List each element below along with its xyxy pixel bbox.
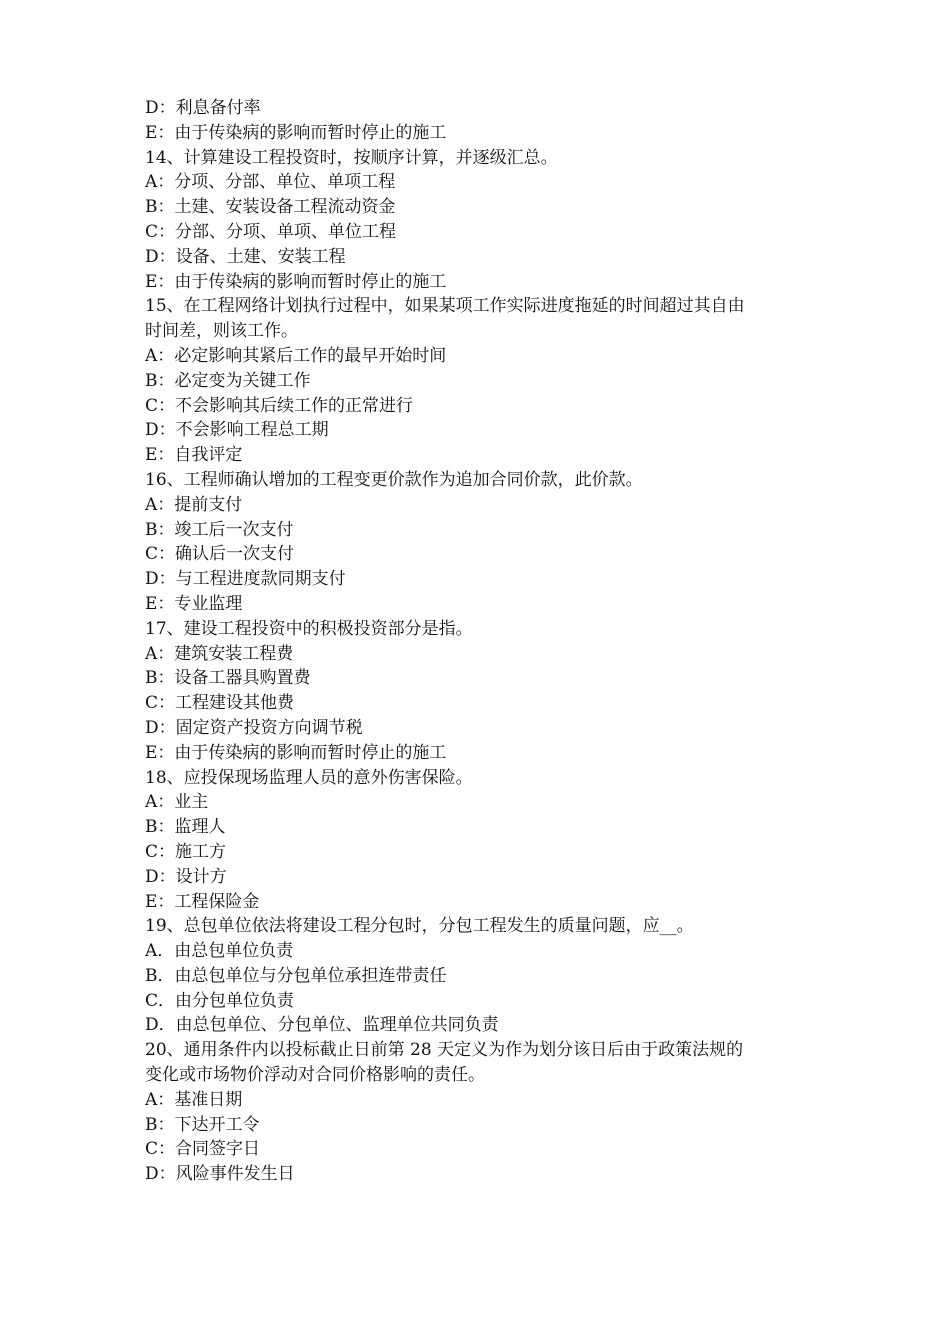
option-b-text: B：竣工后一次支付	[145, 519, 294, 540]
option-b-text: B：监理人	[145, 817, 226, 838]
option-e-text: E：自我评定	[145, 445, 243, 466]
option-a-text: A：建筑安装工程费	[145, 643, 294, 664]
option-b-text: B．由总包单位与分包单位承担连带责任	[145, 965, 447, 986]
option-a-text: A：分项、分部、单位、单项工程	[145, 172, 396, 193]
option-d-text: D．由总包单位、分包单位、监理单位共同负责	[145, 1015, 499, 1036]
question-15-text: 15、在工程网络计划执行过程中，如果某项工作实际进度拖延的时间超过其自由	[145, 296, 745, 317]
question-18-text: 18、应投保现场监理人员的意外伤害保险。	[145, 767, 473, 788]
option-a-text: A：业主	[145, 792, 209, 813]
option-b-text: B：下达开工令	[145, 1114, 260, 1135]
option-c-text: C：分部、分项、单项、单位工程	[145, 221, 397, 242]
question-20-text-continued: 变化或市场物价浮动对合同价格影响的责任。	[145, 1065, 485, 1086]
option-d-text: D：固定资产投资方向调节税	[145, 717, 363, 738]
option-a-text: A：提前支付	[145, 494, 243, 515]
option-e-text: E：由于传染病的影响而暂时停止的施工	[145, 742, 447, 763]
option-b-text: B：土建、安装设备工程流动资金	[145, 197, 396, 218]
option-c-text: C：不会影响其后续工作的正常进行	[145, 395, 414, 416]
option-e-text: E：由于传染病的影响而暂时停止的施工	[145, 271, 447, 292]
question-17-text: 17、建设工程投资中的积极投资部分是指。	[145, 618, 473, 639]
option-a-text: A：必定影响其紧后工作的最早开始时间	[145, 345, 447, 366]
option-e-text: E：由于传染病的影响而暂时停止的施工	[145, 122, 447, 143]
option-a-text: A：基准日期	[145, 1089, 243, 1110]
option-d-text: D：不会影响工程总工期	[145, 420, 329, 441]
option-a-text: A．由总包单位负责	[145, 941, 294, 962]
option-d-text: D：与工程进度款同期支付	[145, 569, 346, 590]
option-b-text: B：设备工器具购置费	[145, 668, 311, 689]
option-d-text: D：风险事件发生日	[145, 1164, 295, 1185]
document-page	[145, 96, 815, 1187]
option-d-text: D：设备、土建、安装工程	[145, 246, 346, 267]
question-16-text: 16、工程师确认增加的工程变更价款作为追加合同价款，此价款。	[145, 469, 643, 490]
option-c-text: C：工程建设其他费	[145, 693, 295, 714]
option-d-text: D：利息备付率	[145, 98, 261, 118]
option-c-text: C．由分包单位负责	[145, 990, 295, 1011]
option-c-text: C：合同签字日	[145, 1139, 261, 1160]
option-c-text: C：确认后一次支付	[145, 544, 295, 565]
question-15-text-continued: 时间差，则该工作。	[145, 321, 298, 342]
question-19-text: 19、总包单位依法将建设工程分包时，分包工程发生的质量问题，应__。	[145, 916, 694, 937]
option-d-text: D：设计方	[145, 866, 227, 887]
question-14-text: 14、计算建设工程投资时，按顺序计算，并逐级汇总。	[145, 147, 558, 168]
option-b-text: B：必定变为关键工作	[145, 370, 311, 391]
option-c-text: C：施工方	[145, 841, 227, 862]
option-e-text: E：专业监理	[145, 593, 243, 614]
question-20-text: 20、通用条件内以投标截止日前第 28 天定义为作为划分该日后由于政策法规的	[145, 1040, 744, 1061]
option-e-text: E：工程保险金	[145, 891, 260, 912]
